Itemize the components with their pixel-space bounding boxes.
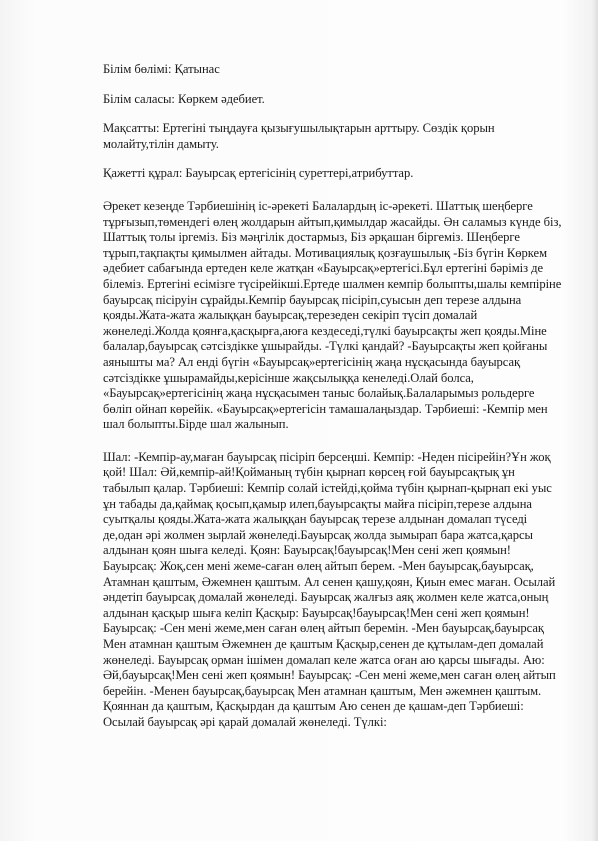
document-body: [103, 62, 565, 745]
section-line: Білім бөлімі: Қатынас: [103, 62, 220, 76]
goal-line: Мақсатты: Ертегіні тыңдауға қызығушылықтарын арттыру. Сөздік қорын молайту,тілін дамыту.: [103, 121, 495, 151]
materials-line: Қажетті құрал: Бауырсақ ертегісінің суреттері,атрибуттар.: [103, 166, 414, 181]
paragraph-activity: Әрекет кезеңде Тәрбиешінің іс-әрекеті Балалардың іс-әрекеті. Шаттық шеңберге тұрғызып,төмендегі өлең жолдарын айтып,қимылдар жасайды. Ән саламыз күнде біз, Шаттық толы іргеміз. Біз мәңгілік достармыз, Біз әрқашан біргеміз. Шеңберге тұрып,тақпақты қимылмен айтады. Мотивациялық қозғаушылық -Біз бүгін Көркем әдебиет сабағында ертеден келе жатқан «Бауырсақ»ертегісі.Бұл ертегіні бәріміз де білеміз. Ертегіні есімізге түсірейікші.Ертеде шалмен кемпір болыпты,шалы кемпіріне бауырсақ пісіруін сұрайды.Кемпір бауырсақ пісіріп,суысын деп терезе алдына қояды.Жата-жата жалыққан бауырсақ,терезеден секіріп түсіп домалай жөнеледі.Жолда қоянға,қасқырға,аюға кездеседі,түлкі бауырсақты жеп қояды.Міне балалар,бауырсақ сәтсіздікке ұшырайды. -Түлкі қандай? -Бауырсақты жеп қойғаны аянышты ма? Ал енді бүгін «Бауырсақ»ертегісінің жаңа нұсқасында бауырсақ сәтсіздікке ұшырамайды,керісінше жақсылыққа кенеледі.Олай болса, «Бауырсақ»ертегісінің жаңа нұсқасымен таныс болайық.Балаларымыз рольдерге бөліп ойнап көрейік. «Бауырсақ»ертегісін тамашалаңыздар. Тәрбиеші: -Кемпір мен шал болыпты.Бірде шал жалынып.: [103, 198, 562, 432]
paragraph-dialogue: Шал: -Кемпір-ау,маған бауырсақ пісіріп берсеңші. Кемпір: -Неден пісірейін?Ұн жоқ қой! Шал: Әй,кемпір-ай!Қойманың түбін қырнап көрсең ғой бауырсақтық ұн табылып қалар. Тәрбиеші: Кемпір солай істейді,қойма түбін қырнап-қырнап екі уыс ұн табады да,қаймақ қосып,қамыр илеп,бауырсақты майға пісіріп,терезе алдына суытқалы қояды.Жата-жата жалыққан бауырсақ терезе алдынан домалап түседі де,одан әрі жолмен зырлай жөнеледі.Бауырсақ жолда зымырап бара жатса,қарсы алдынан қоян шыға келеді. Қоян: Бауырсақ!бауырсақ!Мен сені жеп қоямын! Бауырсақ: Жоқ,сен мені жеме-саған өлең айтып берем. -Мен бауырсақ,бауырсақ, Атамнан қаштым, Әжемнен қаштым. Ал сенен қашу,қоян, Қиын емес маған. Осылай әндетіп бауырсақ домалай жөнеледі. Бауырсақ жалғыз аяқ жолмен келе жатса,оның алдынан қасқыр шыға келіп Қасқыр: Бауырсақ!бауырсақ!Мен сені жеп қоямын! Бауырсақ: -Сен мені жеме,мен саған өлең айтып беремін. -Мен бауырсақ,бауырсақ Мен атамнан қаштым Әжемнен де қаштым Қасқыр,сенен де құтылам-деп домалай жөнеледі. Бауырсақ орман ішімен домалап келе жатса оған аю қарсы шығады. Аю: Әй,бауырсақ!Мен сені жеп қоямын! Бауырсақ: -Сен мені жеме,мен саған өлең айтып берейін. -Менен бауырсақ,бауырсақ Мен атамнан қаштым, Мен әжемнен қаштым. Қояннан да қаштым, Қасқырдан да қаштым Аю сенен де қашам-деп Тәрбиеші: Осылай бауырсақ әрі қарай домалай жөнеледі. Түлкі:: [103, 449, 556, 729]
scan-shadow-edge: [592, 0, 598, 841]
area-line: Білім саласы: Көркем әдебиет.: [103, 91, 265, 106]
